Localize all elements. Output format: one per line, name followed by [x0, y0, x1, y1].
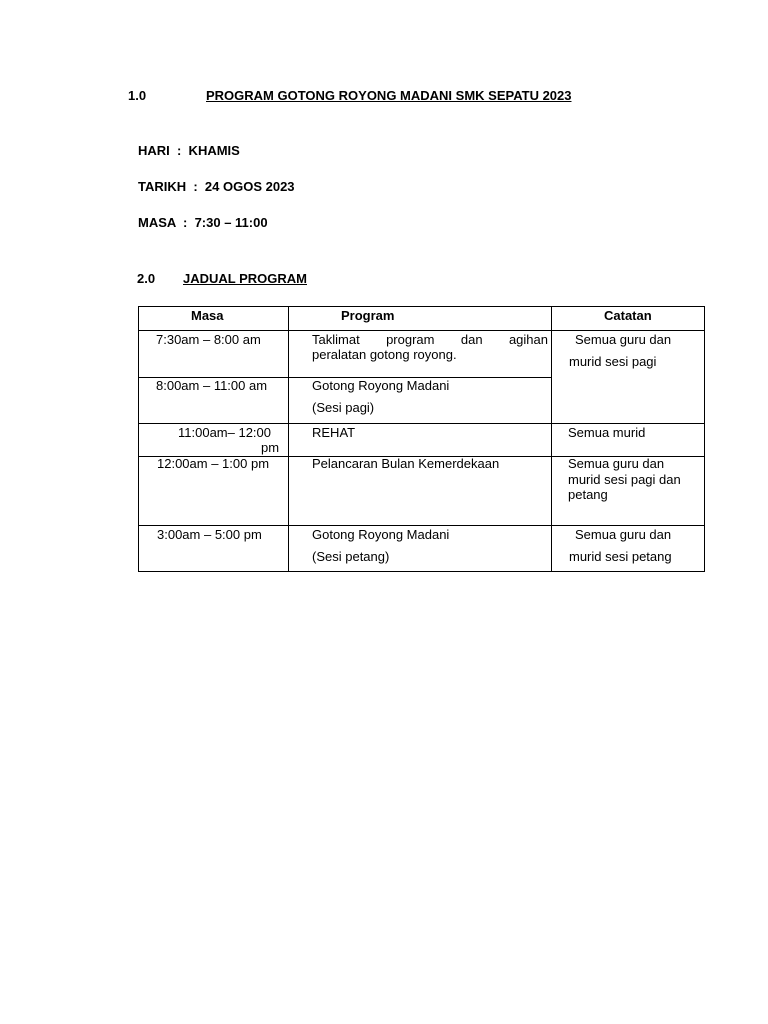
info-tarikh: TARIKH : 24 OGOS 2023 — [138, 179, 295, 194]
row-4-catatan-line2: murid sesi pagi dan — [568, 472, 681, 487]
table-row-divider-4 — [138, 525, 705, 526]
table-col-divider-2 — [551, 306, 552, 572]
row-2-program-line1: Gotong Royong Madani — [312, 378, 450, 393]
section-1-title: PROGRAM GOTONG ROYONG MADANI SMK SEPATU 2023 — [206, 88, 572, 103]
table-border-top — [138, 306, 705, 307]
row-4-masa: 12:00am – 1:00 pm — [157, 456, 270, 471]
row-3-program: REHAT — [312, 425, 356, 440]
table-border-bottom — [138, 571, 705, 572]
row-5-program-line1: Gotong Royong Madani — [312, 527, 450, 542]
row-2-masa: 8:00am – 11:00 am — [156, 378, 268, 393]
row-4-program: Pelancaran Bulan Kemerdekaan — [312, 456, 500, 471]
section-2-number: 2.0 — [137, 271, 156, 286]
row-1-2-catatan-line2: murid sesi pagi — [569, 354, 657, 369]
row-5-masa: 3:00am – 5:00 pm — [157, 527, 262, 542]
table-header-catatan: Catatan — [604, 308, 652, 323]
row-3-masa-line2: pm — [261, 440, 280, 455]
row-5-program-line2: (Sesi petang) — [312, 549, 390, 564]
table-row-divider-2 — [138, 423, 705, 424]
row-1-masa: 7:30am – 8:00 am — [156, 332, 261, 347]
schedule-table — [138, 306, 705, 572]
row-1-program-line2: peralatan gotong royong. — [312, 347, 457, 362]
table-col-divider-1 — [288, 306, 289, 572]
table-header-masa: Masa — [191, 308, 224, 323]
table-border-left — [138, 306, 139, 572]
table-header-program: Program — [341, 308, 395, 323]
row-3-catatan: Semua murid — [568, 425, 646, 440]
table-row-divider-header — [138, 330, 705, 331]
row-5-catatan-line1: Semua guru dan — [575, 527, 672, 542]
row-1-program-line1: Taklimat program dan agihan — [312, 332, 548, 347]
section-1-number: 1.0 — [128, 88, 147, 103]
row-4-catatan-line1: Semua guru dan — [568, 456, 665, 471]
row-2-program-line2: (Sesi pagi) — [312, 400, 375, 415]
section-2-title: JADUAL PROGRAM — [183, 271, 307, 286]
info-hari: HARI : KHAMIS — [138, 143, 240, 158]
row-3-masa-line1: 11:00am– 12:00 — [178, 425, 271, 440]
table-border-right — [704, 306, 705, 572]
info-masa: MASA : 7:30 – 11:00 — [138, 215, 268, 230]
row-5-catatan-line2: murid sesi petang — [569, 549, 672, 564]
row-4-catatan-line3: petang — [568, 487, 608, 502]
row-1-2-catatan-line1: Semua guru dan — [575, 332, 672, 347]
